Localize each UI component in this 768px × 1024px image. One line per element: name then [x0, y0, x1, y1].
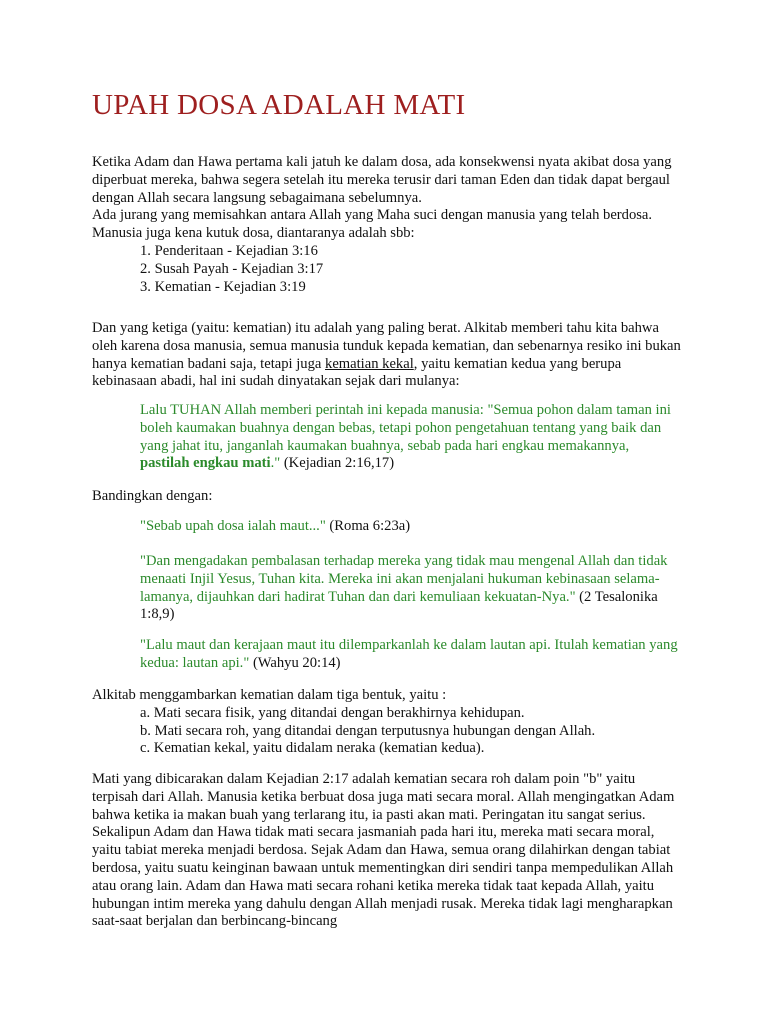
- quote-text: Lalu TUHAN Allah memberi perintah ini kepada manusia: "Semua pohon dalam taman ini boleh kaumakan buahnya dengan bebas, tetapi pohon pengetahuan tentang yang baik dan yang jahat itu, janganlah kaumakan buahnya, sebab pada hari engkau memakannya,: [140, 402, 671, 454]
- quote-emphasis: pastilah engkau mati: [140, 455, 271, 472]
- death-forms-list: [92, 705, 682, 758]
- eternal-death-link[interactable]: kematian kekal: [325, 355, 414, 372]
- list-item: c. Kematian kekal, yaitu didalam neraka (kematian kedua).: [140, 740, 485, 757]
- curse-list: [92, 243, 682, 296]
- section-death: [92, 320, 682, 391]
- list-item: b. Mati secara roh, yang ditandai dengan terputusnya hubungan dengan Allah.: [140, 722, 596, 739]
- list-item: 3. Kematian - Kejadian 3:19: [140, 278, 306, 295]
- paragraph-text: Dan yang ketiga (yaitu: kematian) itu adalah yang paling berat. Alkitab memberi tahu kita bahwa oleh karena dosa manusia, semua manusia tunduk kepada kematian, dan sebenarnya resiko ini bukan hanya kematian badani saja, tetapi juga: [92, 320, 681, 372]
- intro-paragraph: Ada jurang yang memisahkan antara Allah yang Maha suci dengan manusia yang telah berdosa.: [92, 207, 653, 224]
- bible-quote: [140, 518, 680, 536]
- quote-text: .": [270, 455, 281, 472]
- quote-reference: (Roma 6:23a): [325, 518, 411, 534]
- intro-paragraph: Manusia juga kena kutuk dosa, diantaranya adalah sbb:: [92, 225, 415, 242]
- intro-section: [92, 154, 682, 296]
- list-item: 1. Penderitaan - Kejadian 3:16: [140, 242, 318, 259]
- compare-label: Bandingkan dengan:: [92, 488, 213, 504]
- paragraph-text: , yaitu kematian kedua yang berupa kebinasaan abadi, hal ini sudah dinyatakan sejak dari mulanya:: [92, 355, 622, 390]
- intro-paragraph: Ketika Adam dan Hawa pertama kali jatuh ke dalam dosa, ada konsekwensi nyata akibat dosa yang diperbuat mereka, bahwa segera setelah itu mereka terusir dari taman Eden dan tidak dapat bergaul dengan Allah secara langsung sebagaimana sebelumnya.: [92, 154, 672, 206]
- body-paragraph: [92, 320, 682, 391]
- bible-quote: [140, 402, 680, 473]
- death-forms-section: [92, 687, 682, 758]
- list-item: a. Mati secara fisik, yang ditandai dengan berakhirnya kehidupan.: [140, 704, 525, 721]
- list-item: 2. Susah Payah - Kejadian 3:17: [140, 260, 324, 277]
- quote-reference: (2 Tesalonika 1:8,9): [140, 588, 658, 623]
- quote-reference: (Wahyu 20:14): [249, 654, 341, 671]
- body-paragraph: Mati yang dibicarakan dalam Kejadian 2:17 adalah kematian secara roh dalam poin "b" yaitu terpisah dari Allah. Manusia ketika berbuat dosa juga mati secara moral. Allah mengingatkan Adam bahwa ketika ia makan buah yang terlarang itu, ia pasti akan mati. Peringatan itu sangat serius. Sekalipun Adam dan Hawa tidak mati secara jasmaniah pada hari itu, mereka mati secara moral, yaitu tabiat mereka menjadi berdosa. Sejak Adam dan Hawa, semua orang dilahirkan dengan tabiat berdosa, yaitu suatu keinginan bawaan untuk mementingkan diri sendiri tanpa mempedulikan Allah atau orang lain. Adam dan Hawa mati secara rohani ketika mereka tidak taat kepada Allah, yaitu hubungan intim mereka yang dahulu dengan Allah menjadi rusak. Mereka tidak lagi mengharapkan saat-saat berjalan dan berbincang-bincang: [92, 771, 675, 930]
- bible-quote: [140, 553, 680, 624]
- page-title: UPAH DOSA ADALAH MATI: [92, 89, 466, 121]
- body-paragraph: Alkitab menggambarkan kematian dalam tiga bentuk, yaitu :: [92, 687, 447, 703]
- quote-text: "Dan mengadakan pembalasan terhadap mereka yang tidak mau mengenal Allah dan tidak menaati Injil Yesus, Tuhan kita. Mereka ini akan menjalani hukuman kebinasaan selama-lamanya, dijauhkan dari hadirat Tuhan dan dari kemuliaan kekuatan-Nya.": [140, 553, 668, 605]
- quote-reference: (Kejadian 2:16,17): [280, 455, 395, 472]
- closing-section: [92, 771, 682, 931]
- bible-quote: [140, 637, 680, 673]
- quote-text: "Lalu maut dan kerajaan maut itu dilemparkanlah ke dalam lautan api. Itulah kematian yang kedua: lautan api.": [140, 637, 678, 671]
- quote-text: "Sebab upah dosa ialah maut...": [140, 518, 326, 534]
